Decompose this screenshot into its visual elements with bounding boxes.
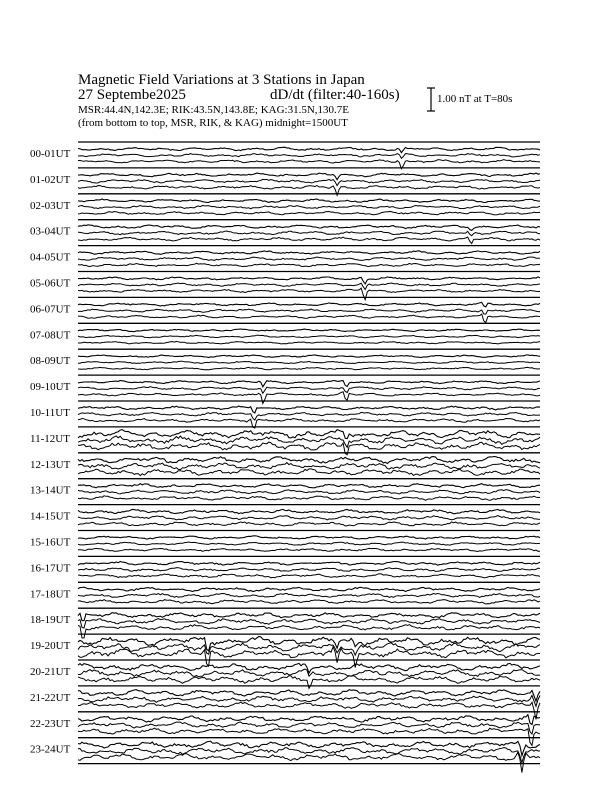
row-02-03UT <box>30 194 540 215</box>
row-label: 16-17UT <box>30 562 71 575</box>
trace-rik <box>78 309 540 314</box>
row-01-02UT <box>30 168 540 195</box>
trace-msr <box>78 263 540 266</box>
row-label: 02-03UT <box>30 199 71 212</box>
row-14-15UT <box>30 505 540 526</box>
row-label: 17-18UT <box>30 588 71 601</box>
trace-kag <box>78 741 540 755</box>
row-06-07UT <box>30 297 540 322</box>
trace-kag <box>78 587 540 591</box>
trace-rik <box>78 568 540 572</box>
trace-rows <box>30 142 540 773</box>
trace-msr <box>78 647 540 668</box>
row-13-14UT <box>30 479 540 501</box>
row-16-17UT <box>30 556 540 577</box>
chart-date: 27 Septembe2025 <box>78 87 186 103</box>
row-11-12UT <box>30 427 540 455</box>
row-label: 20-21UT <box>30 666 71 678</box>
trace-msr <box>78 392 540 404</box>
row-08-09UT <box>30 349 540 370</box>
row-12-13UT <box>30 453 540 476</box>
trace-rik <box>78 695 540 706</box>
trace-kag <box>78 715 540 725</box>
trace-rik <box>78 490 540 494</box>
trace-kag <box>78 147 540 152</box>
trace-kag <box>78 329 540 332</box>
row-label: 08-09UT <box>30 355 71 368</box>
trace-kag <box>78 430 540 439</box>
row-label: 03-04UT <box>30 225 71 238</box>
chart-mode: dD/dt (filter:40-160s) <box>270 87 400 103</box>
trace-kag <box>78 381 540 387</box>
trace-rik <box>78 412 540 420</box>
trace-kag <box>78 406 540 413</box>
trace-msr <box>78 548 540 551</box>
row-label: 21-22UT <box>30 691 71 704</box>
trace-rik <box>78 542 540 545</box>
trace-rik <box>78 387 540 394</box>
trace-kag <box>78 457 540 464</box>
row-05-06UT <box>30 272 540 300</box>
row-17-18UT <box>30 582 540 604</box>
trace-rik <box>78 619 540 628</box>
row-label: 10-11UT <box>30 407 70 419</box>
row-03-04UT <box>30 220 540 244</box>
row-label: 06-07UT <box>30 303 71 316</box>
row-20-21UT <box>30 660 540 688</box>
trace-msr <box>78 341 540 344</box>
row-07-08UT <box>30 323 540 344</box>
row-21-22UT <box>30 686 540 720</box>
trace-kag <box>78 355 540 358</box>
row-22-23UT <box>30 712 540 746</box>
station-coordinates: MSR:44.4N,142.3E; RIK:43.5N,143.8E; KAG:31.5N,130.7E <box>78 104 350 116</box>
row-label: 11-12UT <box>30 432 70 445</box>
trace-rik <box>78 179 540 185</box>
row-label: 23-24UT <box>30 743 71 756</box>
trace-kag <box>78 173 540 180</box>
row-label: 14-15UT <box>30 510 71 523</box>
trace-kag <box>78 302 540 307</box>
trace-rik <box>78 722 540 734</box>
trace-msr <box>78 496 540 501</box>
trace-kag <box>78 536 540 539</box>
row-label: 05-06UT <box>30 277 71 290</box>
row-label: 07-08UT <box>30 329 71 342</box>
row-label: 13-14UT <box>30 484 71 497</box>
row-label: 01-02UT <box>30 173 71 186</box>
station-order-note: (from bottom to top, MSR, RIK, & KAG) midnight=1500UT <box>78 117 348 129</box>
row-label: 18-19UT <box>30 614 71 627</box>
trace-rik <box>78 594 540 598</box>
trace-rik <box>78 516 540 520</box>
trace-rik <box>78 231 540 236</box>
trace-msr <box>78 574 540 578</box>
trace-kag <box>78 251 540 255</box>
row-10-11UT <box>30 401 540 428</box>
trace-rik <box>78 257 540 260</box>
row-label: 12-13UT <box>30 458 71 471</box>
row-label: 04-05UT <box>30 251 71 264</box>
row-label: 19-20UT <box>30 640 71 653</box>
chart-title: Magnetic Field Variations at 3 Stations in Japan <box>78 72 365 88</box>
row-15-16UT <box>30 531 540 552</box>
row-label: 09-10UT <box>30 381 71 394</box>
row-19-20UT <box>30 634 540 667</box>
trace-msr <box>78 367 540 370</box>
trace-msr <box>78 625 540 638</box>
row-label: 22-23UT <box>30 717 71 730</box>
trace-kag <box>78 199 540 203</box>
trace-msr <box>78 752 540 772</box>
trace-msr <box>78 600 540 604</box>
trace-kag <box>78 277 540 284</box>
trace-msr <box>78 212 540 215</box>
trace-kag <box>78 225 540 231</box>
trace-msr <box>78 237 540 244</box>
row-23-24UT <box>30 738 540 773</box>
trace-msr <box>78 522 540 526</box>
trace-kag <box>78 484 540 488</box>
trace-msr <box>78 469 540 476</box>
trace-kag <box>78 663 540 673</box>
row-09-10UT <box>30 375 540 403</box>
trace-msr <box>78 314 540 323</box>
trace-kag <box>78 509 540 513</box>
row-04-05UT <box>30 246 540 267</box>
trace-kag <box>78 637 540 651</box>
trace-kag <box>78 562 540 566</box>
row-label: 15-16UT <box>30 536 71 549</box>
trace-rik <box>78 335 540 338</box>
trace-rik <box>78 205 540 208</box>
trace-rik <box>78 283 540 290</box>
trace-rik <box>78 361 540 363</box>
scale-bar-label: 1.00 nT at T=80s <box>437 93 513 105</box>
row-00-01UT <box>30 142 540 169</box>
trace-rik <box>78 154 540 159</box>
scale-bar <box>427 88 435 111</box>
row-label: 00-01UT <box>30 148 71 160</box>
